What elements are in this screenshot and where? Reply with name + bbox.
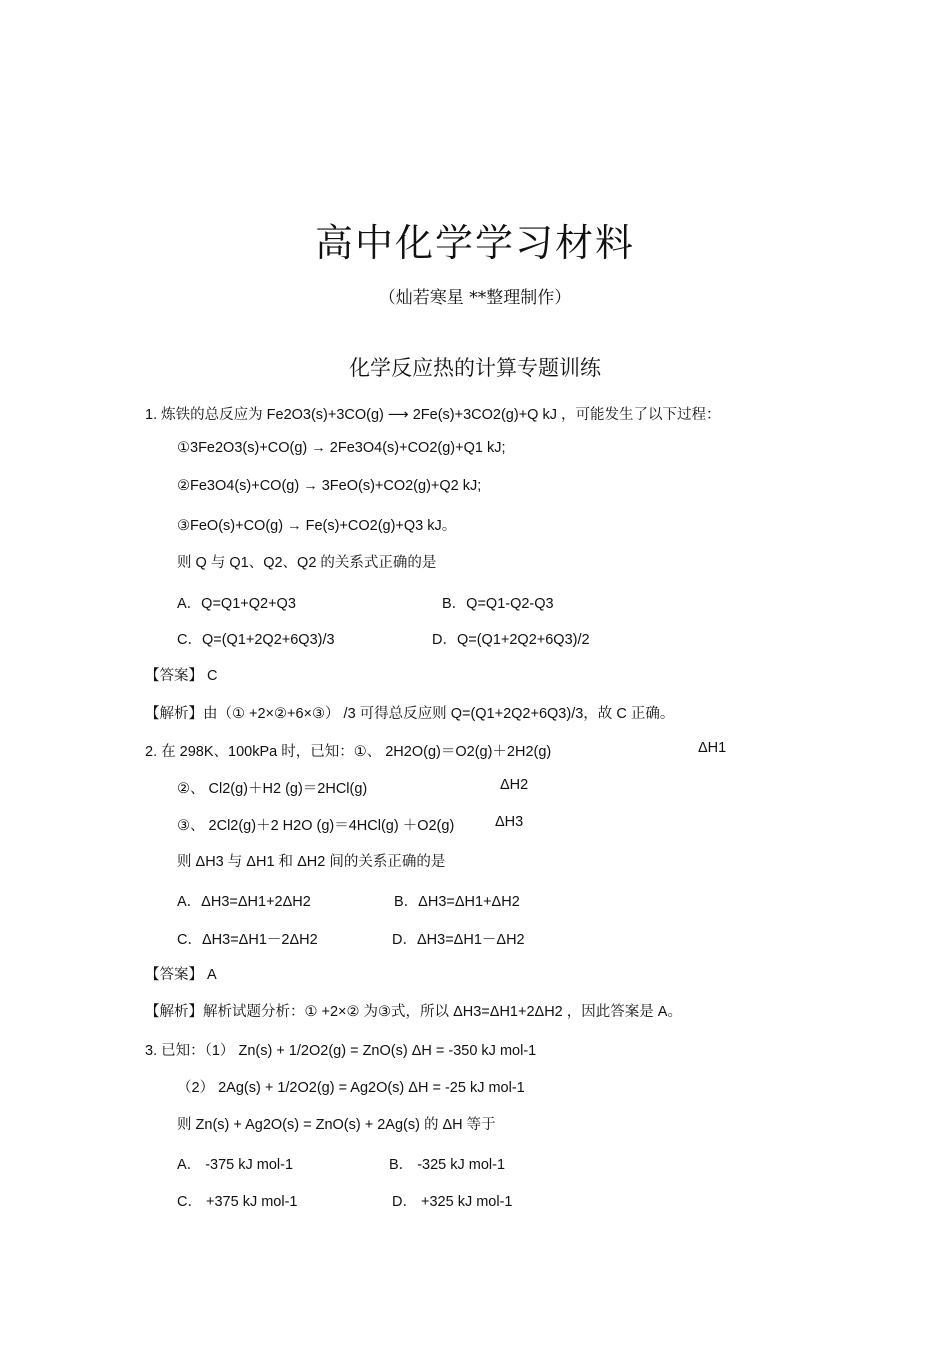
q1-answer: 【答案】 C [145, 668, 218, 684]
q2-analysis: 【解析】解析试题分析：① +2×② 为③式，所以 ΔH3=ΔH1+2ΔH2 ，因此答案是 A。 [145, 1004, 682, 1020]
q1-step2: ②Fe3O4(s)+CO(g) → 3FeO(s)+CO2(g)+Q2 kJ; [177, 478, 482, 494]
q2-question: 则 ΔH3 与 ΔH1 和 ΔH2 间的关系正确的是 [177, 854, 446, 870]
q2-dh1: ΔH1 [698, 740, 727, 756]
q1-analysis: 【解析】由（① +2×②+6×③） /3 可得总反应则 Q=(Q1+2Q2+6Q3)/3，故 C 正确。 [145, 706, 675, 722]
section-title: 化学反应热的计算专题训练 [349, 356, 601, 380]
q2-step2: ②、 Cl2(g)＋H2 (g)＝2HCl(g) [177, 781, 368, 797]
q3-option-b: B． -325 kJ mol-1 [389, 1157, 506, 1173]
q1-step3: ③FeO(s)+CO(g) → Fe(s)+CO2(g)+Q3 kJ。 [177, 518, 457, 534]
q2-step3: ③、 2Cl2(g)＋2 H2O (g)＝4HCl(g) ＋O2(g) [177, 818, 455, 834]
page-subtitle: （灿若寒星 **整理制作） [378, 288, 572, 308]
q2-option-a: A．ΔH3=ΔH1+2ΔH2 [177, 894, 311, 910]
q3-option-a: A． -375 kJ mol-1 [177, 1157, 294, 1173]
q2-answer: 【答案】 A [145, 967, 217, 983]
q1-step1: ①3Fe2O3(s)+CO(g) → 2Fe3O4(s)+CO2(g)+Q1 kJ; [177, 440, 506, 456]
q1-option-a: A．Q=Q1+Q2+Q3 [177, 596, 296, 612]
q1-question: 则 Q 与 Q1、Q2、Q2 的关系式正确的是 [177, 555, 437, 571]
q3-stem: 3. 已知：（1） Zn(s) + 1/2O2(g) = ZnO(s) ΔH = -350 kJ mol-1 [145, 1043, 537, 1059]
q1-stem: 1. 炼铁的总反应为 Fe2O3(s)+3CO(g) ⟶ 2Fe(s)+3CO2(g)+Q kJ ，可能发生了以下过程： [145, 407, 721, 423]
q3-option-d: D． +325 kJ mol-1 [392, 1194, 513, 1210]
q2-option-b: B．ΔH3=ΔH1+ΔH2 [394, 894, 520, 910]
q1-option-d: D．Q=(Q1+2Q2+6Q3)/2 [432, 632, 590, 648]
q3-step2: （2） 2Ag(s) + 1/2O2(g) = Ag2O(s) ΔH = -25 kJ mol-1 [177, 1080, 525, 1096]
q3-option-c: C． +375 kJ mol-1 [177, 1194, 298, 1210]
q1-option-c: C．Q=(Q1+2Q2+6Q3)/3 [177, 632, 335, 648]
page-title: 高中化学学习材料 [314, 221, 635, 265]
q3-question: 则 Zn(s) + Ag2O(s) = ZnO(s) + 2Ag(s) 的 ΔH 等于 [177, 1117, 496, 1133]
q2-dh3: ΔH3 [495, 814, 524, 830]
q1-option-b: B．Q=Q1-Q2-Q3 [442, 596, 554, 612]
q2-stem: 2. 在 298K、100kPa 时，已知：①、 2H2O(g)＝O2(g)＋2H2(g) [145, 744, 552, 760]
q2-dh2: ΔH2 [500, 777, 529, 793]
q2-option-d: D．ΔH3=ΔH1－ΔH2 [392, 932, 525, 948]
q2-option-c: C．ΔH3=ΔH1－2ΔH2 [177, 932, 318, 948]
